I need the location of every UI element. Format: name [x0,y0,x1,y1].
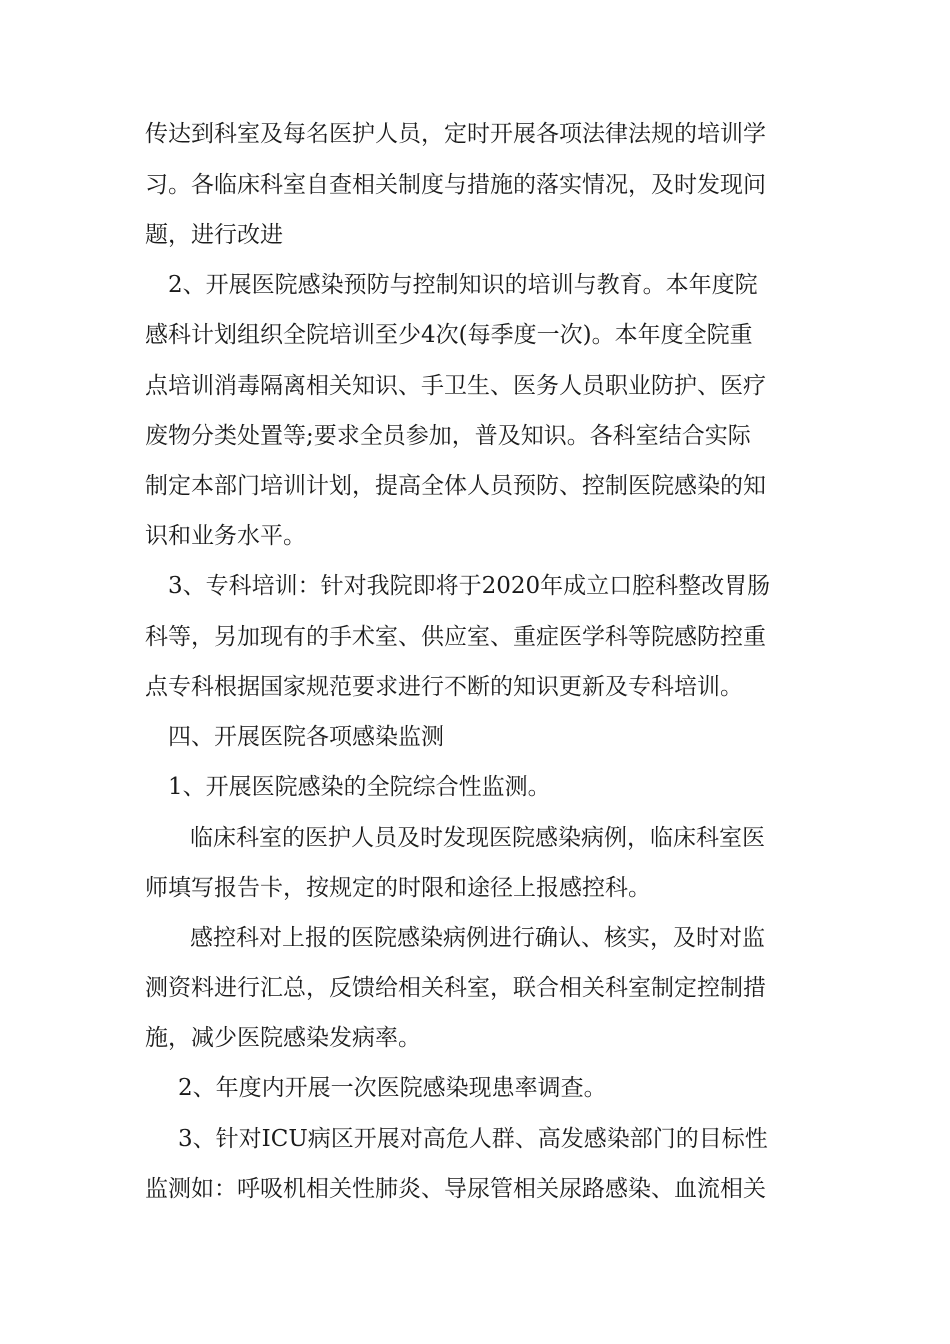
text-line: 科等，另加现有的手术室、供应室、重症医学科等院感防控重 [145,624,766,650]
text-line: 临床科室的医护人员及时发现医院感染病例，临床科室医 [190,825,765,851]
text-line: 习。各临床科室自查相关制度与措施的落实情况，及时发现问 [145,172,766,198]
text-line: 监测如：呼吸机相关性肺炎、导尿管相关尿路感染、血流相关 [145,1176,766,1202]
text-line: 废物分类处置等;要求全员参加，普及知识。各科室结合实际 [145,423,751,449]
text-line: 施，减少医院感染发病率。 [145,1025,421,1051]
text-line: 2、开展医院感染预防与控制知识的培训与教育。本年度院 [168,272,758,298]
text-line: 测资料进行汇总，反馈给相关科室，联合相关科室制定控制措 [145,975,766,1001]
text-line: 点专科根据国家规范要求进行不断的知识更新及专科培训。 [145,674,743,700]
text-line: 题，进行改进 [145,222,283,248]
text-line: 感科计划组织全院培训至少4次(每季度一次)。本年度全院重 [145,322,753,348]
text-line: 制定本部门培训计划，提高全体人员预防、控制医院感染的知 [145,473,766,499]
text-line: 2、年度内开展一次医院感染现患率调查。 [178,1075,607,1101]
text-line: 识和业务水平。 [145,523,306,549]
text-line: 1、开展医院感染的全院综合性监测。 [168,774,551,800]
section-heading: 四、开展医院各项感染监测 [168,724,444,750]
text-line: 点培训消毒隔离相关知识、手卫生、医务人员职业防护、医疗 [145,373,766,399]
text-line: 3、针对ICU病区开展对高危人群、高发感染部门的目标性 [178,1126,768,1152]
text-line: 师填写报告卡，按规定的时限和途径上报感控科。 [145,875,651,901]
text-line: 传达到科室及每名医护人员，定时开展各项法律法规的培训学 [145,121,766,147]
text-line: 感控科对上报的医院感染病例进行确认、核实，及时对监 [190,925,765,951]
text-line: 3、专科培训：针对我院即将于2020年成立口腔科整改胃肠 [168,573,771,599]
